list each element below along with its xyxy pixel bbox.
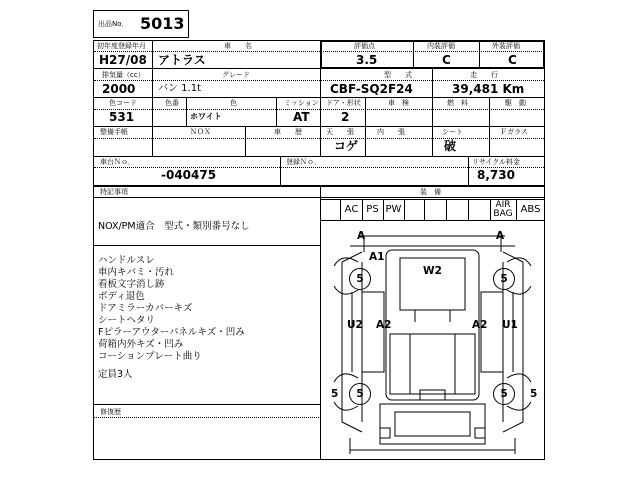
manual-header: 整備手帳: [100, 128, 128, 136]
mileage-value: 39,481 Km: [452, 82, 525, 96]
color-code-value: 531: [109, 110, 135, 124]
repair-history-header: 修復歴: [100, 408, 121, 416]
first-reg-header: 初年度登録年月: [97, 42, 146, 50]
exterior-grade-header: 外装評価: [492, 42, 520, 50]
list-item: コーションプレート曲り: [98, 351, 202, 362]
damage-w2: W2: [423, 265, 442, 277]
lot-number-value: 5013: [140, 14, 185, 33]
recycle-value: 8,730: [477, 168, 515, 182]
equipment-header: 装 備: [420, 188, 441, 196]
tire-front-right: 5: [493, 268, 515, 290]
capacity-note: 定員3人: [98, 369, 133, 380]
equipment-pw: PW: [385, 204, 402, 215]
list-item: ドアミラーカバーキズ: [98, 303, 193, 314]
score-header: 評価点: [354, 42, 375, 50]
list-item: ボディ退色: [98, 291, 145, 302]
equipment-abs: ABS: [520, 204, 541, 215]
list-item: 看板文字消し跡: [98, 279, 165, 290]
score-value: 3.5: [356, 53, 378, 67]
chassis-header: 車台Ｎｏ．: [100, 158, 135, 166]
doors-header: ドア・形状: [326, 99, 361, 107]
mileage-header: 走 行: [470, 71, 498, 79]
damage-a2-left: A2: [376, 319, 392, 331]
roof-value: コゲ: [334, 139, 359, 153]
model-code-value: CBF-SQ2F24: [330, 82, 413, 96]
damage-5-left-outer: 5: [331, 388, 339, 400]
equipment-ac: AC: [344, 204, 359, 215]
list-item: ハンドルスレ: [98, 255, 155, 266]
history-header: 車 歴: [274, 128, 302, 136]
damage-a1: A1: [369, 251, 385, 263]
damage-5-right-outer: 5: [530, 388, 538, 400]
list-item: 荷箱内外キズ・凹み: [98, 339, 184, 350]
color-code-header: 色コード: [109, 99, 137, 107]
seat-value: 破: [444, 139, 457, 153]
damage-u2: U2: [347, 319, 363, 331]
exterior-grade-value: C: [508, 53, 517, 67]
tire-rear-left: 5: [349, 383, 371, 405]
list-item: シートヘタリ: [98, 315, 156, 326]
nox-header: ＮＯＸ: [190, 128, 211, 136]
fuel-header: 燃 料: [447, 99, 468, 107]
displacement-value: 2000: [102, 82, 136, 96]
inspection-header: 車 検: [388, 99, 409, 107]
list-item: 車内キバミ・汚れ: [98, 267, 175, 278]
first-reg-value: H27/08: [99, 53, 147, 67]
notes-header: 特記事項: [100, 188, 128, 196]
interior-grade-value: C: [442, 53, 451, 67]
lot-number-box: [93, 10, 189, 38]
interior-trim-header: 内 張: [377, 128, 405, 136]
color-header: 色: [230, 99, 237, 107]
interior-grade-header: 内装評価: [427, 42, 455, 50]
displacement-header: 排気量（cc）: [102, 71, 145, 79]
drive-header: 駆 動: [505, 99, 526, 107]
damage-a-top-right: A: [496, 230, 505, 242]
transmission-value: AT: [293, 110, 310, 124]
color-no-header: 色番: [165, 99, 179, 107]
recycle-header: リサイクル料金: [472, 158, 521, 166]
transmission-header: ミッション: [284, 99, 319, 107]
roof-header: 天 張: [326, 128, 354, 136]
grade-header: グレード: [222, 71, 250, 79]
equipment-ps: PS: [366, 204, 379, 215]
model-header: 車 名: [224, 42, 252, 50]
list-item: Fピラーアウターパネルキズ・凹み: [98, 327, 245, 338]
doors-value: 2: [341, 110, 350, 124]
damage-u1: U1: [502, 319, 518, 331]
equipment-airbag: AIR BAG: [493, 200, 513, 219]
grade-value: バン 1.1t: [158, 83, 202, 94]
model-value: アトラス: [158, 53, 206, 67]
model-code-header: 型 式: [384, 71, 412, 79]
color-value: ホワイト: [190, 112, 222, 121]
damage-a-top-left: A: [357, 230, 366, 242]
reg-no-header: 登録Ｎｏ．: [286, 158, 321, 166]
f-glass-header: Ｆガラス: [500, 128, 528, 136]
seat-header: シート: [442, 128, 463, 136]
lot-number-label: 出品No．: [98, 20, 129, 28]
damage-a2-right: A2: [472, 319, 488, 331]
car-diagram: [320, 222, 545, 460]
tire-front-left: 5: [349, 268, 371, 290]
chassis-value: -040475: [161, 168, 217, 182]
notes-line1: NOX/PM適合 型式・類別番号なし: [98, 221, 250, 232]
tire-rear-right: 5: [493, 383, 515, 405]
